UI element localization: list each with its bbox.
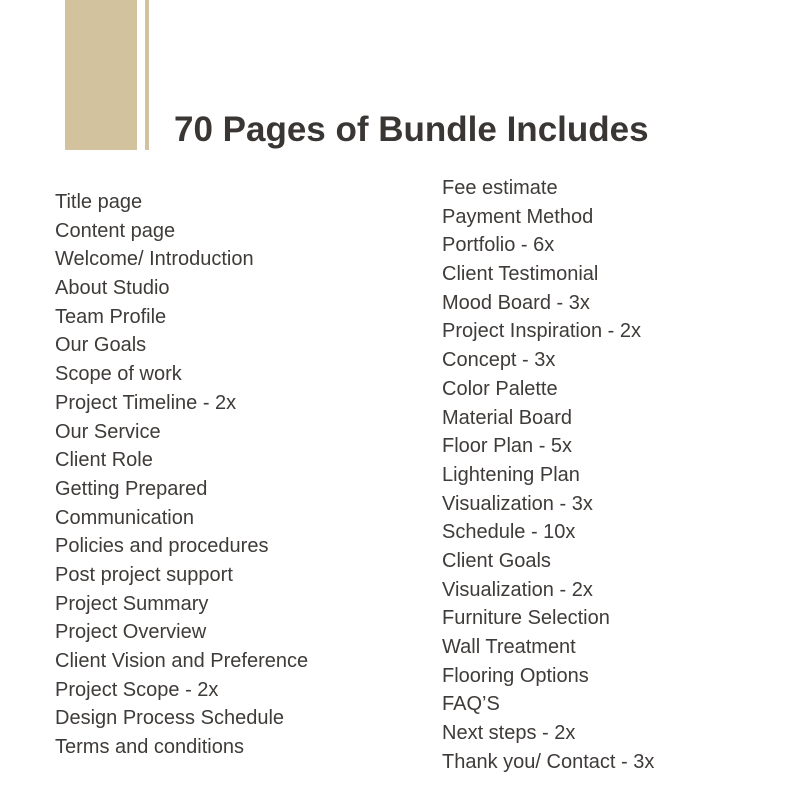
list-item: Design Process Schedule (55, 707, 285, 730)
list-item: Wall Treatment (442, 636, 576, 658)
list-item: Thank you/ Contact - 3x (442, 750, 655, 773)
list-item: Project Scope - 2x (55, 678, 219, 701)
list-item: Color Palette (442, 377, 558, 400)
list-item: Lightening Plan (442, 463, 580, 486)
list-item: Title page (55, 191, 143, 213)
list-item: Flooring Options (442, 664, 589, 687)
list-item: Project Summary (55, 592, 209, 615)
list-item: Terms and conditions (55, 736, 244, 759)
accent-line (145, 0, 149, 150)
list-item: Furniture Selection (442, 607, 610, 630)
list-item: Content page (55, 219, 176, 242)
right-item-list (442, 174, 654, 776)
list-item: Portfolio - 6x (442, 234, 555, 257)
accent-block (65, 0, 137, 150)
list-item: Client Vision and Preference (55, 650, 309, 672)
page-title: 70 Pages of Bundle Includes (174, 110, 649, 149)
list-item: Post project support (55, 563, 233, 586)
list-item: Floor Plan - 5x (442, 435, 573, 458)
list-item: Project Inspiration - 2x (442, 320, 641, 343)
list-item: Mood Board - 3x (442, 291, 590, 314)
left-item-list (55, 188, 308, 762)
list-item: Communication (55, 506, 194, 529)
list-item: Visualization - 2x (442, 578, 593, 601)
list-item: Visualization - 3x (442, 492, 593, 515)
list-item: Next steps - 2x (442, 722, 576, 745)
list-item: Concept - 3x (442, 349, 556, 372)
list-item: Scope of work (55, 363, 182, 386)
list-item: Payment Method (442, 205, 594, 228)
list-item: Project Timeline - 2x (55, 391, 237, 414)
list-item: Policies and procedures (55, 535, 269, 558)
list-item: Project Overview (55, 621, 207, 644)
list-item: Material Board (442, 406, 573, 429)
list-item: Client Role (55, 449, 153, 472)
list-item: Client Goals (442, 549, 551, 572)
list-item: Team Profile (55, 305, 167, 328)
list-item: Fee estimate (442, 177, 558, 199)
list-item: FAQ’S (442, 693, 500, 716)
list-item: Schedule - 10x (442, 521, 576, 544)
list-item: Getting Prepared (55, 477, 208, 500)
list-item: Welcome/ Introduction (55, 248, 254, 271)
list-item: About Studio (55, 277, 170, 300)
list-item: Our Service (55, 420, 161, 443)
list-item: Our Goals (55, 334, 147, 357)
list-item: Client Testimonial (442, 263, 599, 286)
